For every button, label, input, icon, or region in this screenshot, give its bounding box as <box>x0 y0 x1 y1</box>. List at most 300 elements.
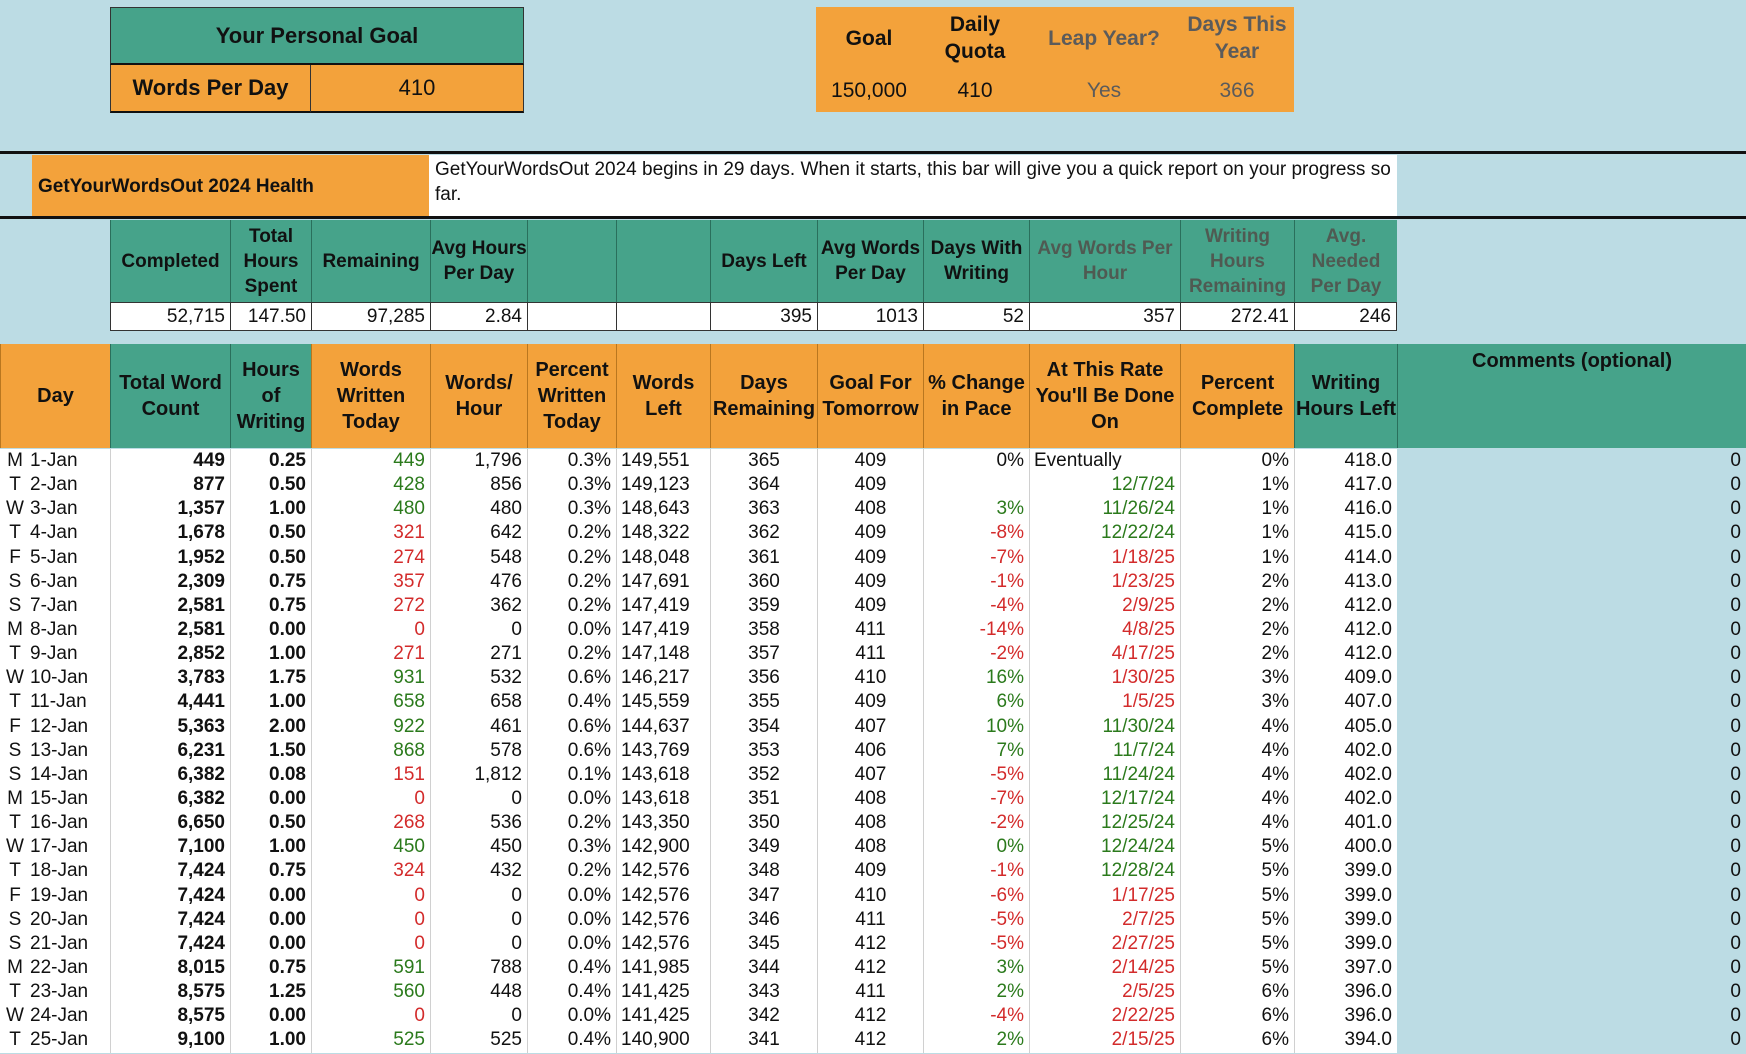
goal-tomorrow-cell: 407 <box>817 715 923 739</box>
words-left-cell: 142,576 <box>616 932 710 956</box>
words-per-hour-cell: 1,796 <box>430 449 527 473</box>
days-remaining-cell: 353 <box>710 739 817 763</box>
total-word-count-cell[interactable]: 4,441 <box>110 690 230 714</box>
column-header: Total Word Count <box>110 344 230 448</box>
goal-tomorrow-cell: 411 <box>817 642 923 666</box>
total-word-count-cell[interactable]: 7,424 <box>110 908 230 932</box>
done-on-cell: 12/22/24 <box>1029 521 1180 545</box>
hours-left-cell: 402.0 <box>1294 787 1397 811</box>
words-per-day-label: Words Per Day <box>110 65 310 113</box>
words-today-cell: 560 <box>311 980 430 1004</box>
stats-header-cell <box>527 220 616 302</box>
words-per-hour-cell: 0 <box>430 932 527 956</box>
days-remaining-cell: 346 <box>710 908 817 932</box>
date-cell: 11-Jan <box>30 691 87 713</box>
hours-cell[interactable]: 0.75 <box>230 594 311 618</box>
words-today-cell: 0 <box>311 618 430 642</box>
hours-cell[interactable]: 0.00 <box>230 908 311 932</box>
words-left-cell: 146,217 <box>616 666 710 690</box>
total-word-count-cell[interactable]: 8,575 <box>110 1004 230 1028</box>
words-today-cell: 151 <box>311 763 430 787</box>
done-on-cell: 2/7/25 <box>1029 908 1180 932</box>
stats-header-cell: Completed <box>110 220 230 302</box>
table-row <box>0 763 1746 787</box>
comment-cell[interactable]: 0 <box>1730 1005 1741 1027</box>
hours-cell[interactable]: 1.50 <box>230 739 311 763</box>
stats-header-cell <box>616 220 710 302</box>
days-remaining-cell: 362 <box>710 521 817 545</box>
hours-cell[interactable]: 0.75 <box>230 859 311 883</box>
percent-written-cell: 0.3% <box>527 497 616 521</box>
hours-cell[interactable]: 0.08 <box>230 763 311 787</box>
days-remaining-cell: 358 <box>710 618 817 642</box>
total-word-count-cell[interactable]: 1,357 <box>110 497 230 521</box>
weekday-cell: T <box>9 812 21 834</box>
hours-left-cell: 397.0 <box>1294 956 1397 980</box>
percent-written-cell: 0.6% <box>527 666 616 690</box>
hours-left-cell: 412.0 <box>1294 594 1397 618</box>
pace-change-cell: -14% <box>923 618 1029 642</box>
percent-written-cell: 0.0% <box>527 932 616 956</box>
goal-tomorrow-cell: 411 <box>817 908 923 932</box>
weekday-cell: M <box>7 450 23 472</box>
weekday-cell: S <box>8 594 22 616</box>
weekday-cell: M <box>7 957 23 979</box>
hours-cell[interactable]: 1.00 <box>230 642 311 666</box>
pace-change-cell: -1% <box>923 859 1029 883</box>
percent-complete-cell: 4% <box>1180 811 1294 835</box>
total-word-count-cell[interactable]: 2,581 <box>110 618 230 642</box>
words-left-cell: 149,123 <box>616 473 710 497</box>
weekday-cell: T <box>9 981 21 1003</box>
table-row <box>0 594 1746 618</box>
total-word-count-cell[interactable]: 877 <box>110 473 230 497</box>
total-word-count-cell[interactable]: 9,100 <box>110 1028 230 1052</box>
comment-cell[interactable]: 0 <box>1730 619 1741 641</box>
words-per-hour-cell: 1,812 <box>430 763 527 787</box>
table-row <box>0 449 1746 473</box>
goal-tomorrow-cell: 409 <box>817 594 923 618</box>
days-remaining-cell: 341 <box>710 1028 817 1052</box>
goal-tomorrow-cell: 409 <box>817 521 923 545</box>
done-on-cell: 12/7/24 <box>1029 473 1180 497</box>
total-word-count-cell[interactable]: 8,015 <box>110 956 230 980</box>
words-today-cell: 0 <box>311 884 430 908</box>
words-left-cell: 147,691 <box>616 570 710 594</box>
percent-written-cell: 0.2% <box>527 546 616 570</box>
words-today-cell: 480 <box>311 497 430 521</box>
words-per-hour-cell: 548 <box>430 546 527 570</box>
pace-change-cell: -5% <box>923 908 1029 932</box>
date-cell: 5-Jan <box>30 546 78 568</box>
table-row <box>0 908 1746 932</box>
comment-cell[interactable]: 0 <box>1730 981 1741 1003</box>
hours-left-cell: 399.0 <box>1294 859 1397 883</box>
hours-left-cell: 402.0 <box>1294 763 1397 787</box>
date-cell: 22-Jan <box>30 957 89 979</box>
stats-header-cell: Remaining <box>311 220 430 302</box>
percent-complete-cell: 2% <box>1180 642 1294 666</box>
hours-cell[interactable]: 1.75 <box>230 666 311 690</box>
words-left-cell: 141,425 <box>616 1004 710 1028</box>
total-word-count-cell[interactable]: 7,100 <box>110 835 230 859</box>
total-word-count-cell[interactable]: 449 <box>110 449 230 473</box>
percent-written-cell: 0.2% <box>527 811 616 835</box>
comment-cell[interactable]: 0 <box>1730 715 1741 737</box>
total-word-count-cell[interactable]: 3,783 <box>110 666 230 690</box>
comment-cell[interactable]: 0 <box>1730 667 1741 689</box>
percent-written-cell: 0.0% <box>527 1004 616 1028</box>
table-row <box>0 739 1746 763</box>
total-word-count-cell[interactable]: 8,575 <box>110 980 230 1004</box>
hours-left-cell: 400.0 <box>1294 835 1397 859</box>
done-on-cell: 4/8/25 <box>1029 618 1180 642</box>
daily-quota-value: 410 <box>922 69 1028 112</box>
comment-cell[interactable]: 0 <box>1730 570 1741 592</box>
total-word-count-cell[interactable]: 7,424 <box>110 859 230 883</box>
words-left-cell: 142,576 <box>616 908 710 932</box>
total-word-count-cell[interactable]: 6,231 <box>110 739 230 763</box>
hours-cell[interactable]: 0.00 <box>230 787 311 811</box>
total-word-count-cell[interactable]: 2,581 <box>110 594 230 618</box>
days-remaining-cell: 343 <box>710 980 817 1004</box>
words-left-cell: 142,900 <box>616 835 710 859</box>
percent-complete-cell: 1% <box>1180 497 1294 521</box>
comment-cell[interactable]: 0 <box>1730 763 1741 785</box>
percent-written-cell: 0.2% <box>527 642 616 666</box>
days-remaining-cell: 350 <box>710 811 817 835</box>
pace-change-cell: -2% <box>923 642 1029 666</box>
weekday-cell: T <box>9 860 21 882</box>
words-per-hour-cell: 432 <box>430 859 527 883</box>
done-on-cell: 2/14/25 <box>1029 956 1180 980</box>
stats-value-cell: 272.41 <box>1180 302 1294 331</box>
words-today-cell: 428 <box>311 473 430 497</box>
done-on-cell: 2/9/25 <box>1029 594 1180 618</box>
pace-change-cell: 3% <box>923 497 1029 521</box>
days-remaining-cell: 359 <box>710 594 817 618</box>
hours-cell[interactable]: 0.00 <box>230 884 311 908</box>
stats-value-cell: 246 <box>1294 302 1397 331</box>
days-remaining-cell: 365 <box>710 449 817 473</box>
weekday-cell: T <box>9 1029 21 1051</box>
words-today-cell: 357 <box>311 570 430 594</box>
words-per-hour-cell: 788 <box>430 956 527 980</box>
hours-cell[interactable]: 1.25 <box>230 980 311 1004</box>
health-message: GetYourWordsOut 2024 begins in 29 days. When it starts, this bar will give you a quick report on your progress so far. <box>429 155 1397 218</box>
hours-left-cell: 414.0 <box>1294 546 1397 570</box>
words-today-cell: 868 <box>311 739 430 763</box>
stats-header-cell: Avg Hours Per Day <box>430 220 527 302</box>
stats-header-cell: Avg Words Per Day <box>817 220 923 302</box>
date-cell: 2-Jan <box>30 474 78 496</box>
days-remaining-cell: 361 <box>710 546 817 570</box>
comment-cell[interactable]: 0 <box>1730 474 1741 496</box>
hours-cell[interactable]: 1.00 <box>230 497 311 521</box>
weekday-cell: W <box>6 1005 24 1027</box>
words-today-cell: 271 <box>311 642 430 666</box>
words-per-hour-cell: 578 <box>430 739 527 763</box>
comment-cell[interactable]: 0 <box>1730 450 1741 472</box>
goal-tomorrow-cell: 409 <box>817 449 923 473</box>
words-left-cell: 148,322 <box>616 521 710 545</box>
table-row <box>0 715 1746 739</box>
comment-cell[interactable]: 0 <box>1730 812 1741 834</box>
goal-tomorrow-cell: 406 <box>817 739 923 763</box>
goal-tomorrow-cell: 412 <box>817 932 923 956</box>
total-word-count-cell[interactable]: 2,852 <box>110 642 230 666</box>
percent-complete-cell: 2% <box>1180 594 1294 618</box>
pace-change-cell: -5% <box>923 932 1029 956</box>
hours-cell[interactable]: 0.50 <box>230 811 311 835</box>
done-on-cell: 12/28/24 <box>1029 859 1180 883</box>
weekday-cell: S <box>8 570 22 592</box>
percent-complete-cell: 1% <box>1180 521 1294 545</box>
stats-header-cell: Writing Hours Remaining <box>1180 220 1294 302</box>
percent-written-cell: 0.4% <box>527 690 616 714</box>
comment-cell[interactable]: 0 <box>1730 739 1741 761</box>
date-cell: 16-Jan <box>30 812 89 834</box>
hours-cell[interactable]: 1.00 <box>230 835 311 859</box>
hours-left-cell: 417.0 <box>1294 473 1397 497</box>
hours-left-cell: 402.0 <box>1294 739 1397 763</box>
comment-cell[interactable]: 0 <box>1730 594 1741 616</box>
words-per-hour-cell: 271 <box>430 642 527 666</box>
words-today-cell: 274 <box>311 546 430 570</box>
date-cell: 20-Jan <box>30 908 89 930</box>
words-per-hour-cell: 461 <box>430 715 527 739</box>
words-left-cell: 148,048 <box>616 546 710 570</box>
days-remaining-cell: 351 <box>710 787 817 811</box>
percent-written-cell: 0.0% <box>527 787 616 811</box>
stats-header-cell: Total Hours Spent <box>230 220 311 302</box>
words-per-hour-cell: 448 <box>430 980 527 1004</box>
pace-change-cell: -5% <box>923 763 1029 787</box>
done-on-cell: 2/22/25 <box>1029 1004 1180 1028</box>
stats-header-cell: Days Left <box>710 220 817 302</box>
hours-left-cell: 394.0 <box>1294 1028 1397 1052</box>
words-today-cell: 0 <box>311 908 430 932</box>
words-per-hour-cell: 658 <box>430 690 527 714</box>
percent-complete-cell: 5% <box>1180 908 1294 932</box>
stats-header-cell: Days With Writing <box>923 220 1029 302</box>
stats-value-cell: 97,285 <box>311 302 430 331</box>
total-word-count-cell[interactable]: 5,363 <box>110 715 230 739</box>
weekday-cell: S <box>8 908 22 930</box>
days-remaining-cell: 360 <box>710 570 817 594</box>
comment-cell[interactable]: 0 <box>1730 691 1741 713</box>
date-cell: 6-Jan <box>30 570 78 592</box>
goal-tomorrow-cell: 409 <box>817 473 923 497</box>
done-on-cell: 11/30/24 <box>1029 715 1180 739</box>
words-left-cell: 142,576 <box>616 884 710 908</box>
goal-tomorrow-cell: 409 <box>817 859 923 883</box>
percent-complete-cell: 5% <box>1180 884 1294 908</box>
comment-cell[interactable]: 0 <box>1730 836 1741 858</box>
words-per-hour-cell: 450 <box>430 835 527 859</box>
hours-cell[interactable]: 0.00 <box>230 932 311 956</box>
leap-year-value: Yes <box>1028 69 1180 112</box>
goal-tomorrow-cell: 408 <box>817 497 923 521</box>
pace-change-cell: -7% <box>923 546 1029 570</box>
percent-written-cell: 0.1% <box>527 763 616 787</box>
comment-cell[interactable]: 0 <box>1730 522 1741 544</box>
goal-tomorrow-cell: 411 <box>817 980 923 1004</box>
goal-tomorrow-cell: 408 <box>817 835 923 859</box>
days-remaining-cell: 363 <box>710 497 817 521</box>
hours-cell[interactable]: 1.00 <box>230 690 311 714</box>
column-header: Words Left <box>616 344 710 448</box>
done-on-cell: 11/24/24 <box>1029 763 1180 787</box>
done-on-cell: 11/26/24 <box>1029 497 1180 521</box>
daily-quota-header: Daily Quota <box>922 7 1028 69</box>
comment-cell[interactable]: 0 <box>1730 643 1741 665</box>
table-row <box>0 859 1746 883</box>
total-word-count-cell[interactable]: 6,382 <box>110 787 230 811</box>
words-left-cell: 143,618 <box>616 787 710 811</box>
weekday-cell: T <box>9 691 21 713</box>
comment-cell[interactable]: 0 <box>1730 908 1741 930</box>
days-remaining-cell: 348 <box>710 859 817 883</box>
column-header: Comments (optional) <box>1397 344 1746 448</box>
words-today-cell: 0 <box>311 1004 430 1028</box>
percent-written-cell: 0.0% <box>527 908 616 932</box>
table-row <box>0 473 1746 497</box>
date-cell: 8-Jan <box>30 619 78 641</box>
date-cell: 15-Jan <box>30 788 89 810</box>
hours-cell[interactable]: 0.50 <box>230 473 311 497</box>
words-per-hour-cell: 856 <box>430 473 527 497</box>
total-word-count-cell[interactable]: 7,424 <box>110 884 230 908</box>
hours-cell[interactable]: 1.00 <box>230 1028 311 1052</box>
percent-written-cell: 0.3% <box>527 835 616 859</box>
done-on-cell: 12/25/24 <box>1029 811 1180 835</box>
hours-cell[interactable]: 2.00 <box>230 715 311 739</box>
stats-value-cell <box>616 302 710 331</box>
comment-cell[interactable]: 0 <box>1730 788 1741 810</box>
percent-complete-cell: 3% <box>1180 690 1294 714</box>
total-word-count-cell[interactable]: 1,952 <box>110 546 230 570</box>
weekday-cell: M <box>7 619 23 641</box>
goal-tomorrow-cell: 409 <box>817 570 923 594</box>
hours-left-cell: 409.0 <box>1294 666 1397 690</box>
hours-cell[interactable]: 0.50 <box>230 546 311 570</box>
hours-cell[interactable]: 0.50 <box>230 521 311 545</box>
percent-complete-cell: 6% <box>1180 980 1294 1004</box>
hours-cell[interactable]: 0.00 <box>230 618 311 642</box>
stats-value-cell: 52 <box>923 302 1029 331</box>
words-per-hour-cell: 0 <box>430 884 527 908</box>
percent-complete-cell: 3% <box>1180 666 1294 690</box>
date-cell: 14-Jan <box>30 763 89 785</box>
table-row <box>0 666 1746 690</box>
percent-written-cell: 0.2% <box>527 859 616 883</box>
hours-cell[interactable]: 0.25 <box>230 449 311 473</box>
leap-year-header: Leap Year? <box>1028 7 1180 69</box>
days-remaining-cell: 355 <box>710 690 817 714</box>
words-per-hour-cell: 0 <box>430 1004 527 1028</box>
words-per-day-input[interactable]: 410 <box>310 65 524 113</box>
comment-cell[interactable]: 0 <box>1730 957 1741 979</box>
done-on-cell: 12/24/24 <box>1029 835 1180 859</box>
table-row <box>0 570 1746 594</box>
done-on-cell: 1/23/25 <box>1029 570 1180 594</box>
hours-cell[interactable]: 0.75 <box>230 956 311 980</box>
stats-value-cell: 147.50 <box>230 302 311 331</box>
hours-cell[interactable]: 0.00 <box>230 1004 311 1028</box>
comment-cell[interactable]: 0 <box>1730 932 1741 954</box>
percent-written-cell: 0.6% <box>527 715 616 739</box>
words-left-cell: 143,769 <box>616 739 710 763</box>
goal-tomorrow-cell: 409 <box>817 546 923 570</box>
stats-value-cell <box>527 302 616 331</box>
done-on-cell: 12/17/24 <box>1029 787 1180 811</box>
hours-left-cell: 401.0 <box>1294 811 1397 835</box>
words-left-cell: 141,985 <box>616 956 710 980</box>
total-word-count-cell[interactable]: 6,382 <box>110 763 230 787</box>
words-left-cell: 143,350 <box>616 811 710 835</box>
words-per-hour-cell: 362 <box>430 594 527 618</box>
total-word-count-cell[interactable]: 7,424 <box>110 932 230 956</box>
total-word-count-cell[interactable]: 1,678 <box>110 521 230 545</box>
hours-cell[interactable]: 0.75 <box>230 570 311 594</box>
words-left-cell: 143,618 <box>616 763 710 787</box>
comment-cell[interactable]: 0 <box>1730 546 1741 568</box>
date-cell: 9-Jan <box>30 643 78 665</box>
goal-tomorrow-cell: 411 <box>817 618 923 642</box>
table-row <box>0 980 1746 1004</box>
stats-value-cell: 2.84 <box>430 302 527 331</box>
pace-change-cell: 0% <box>923 449 1029 473</box>
comment-cell[interactable]: 0 <box>1730 884 1741 906</box>
words-left-cell: 140,900 <box>616 1028 710 1052</box>
words-per-hour-cell: 476 <box>430 570 527 594</box>
divider <box>0 216 1746 219</box>
goal-tomorrow-cell: 412 <box>817 1004 923 1028</box>
column-header: Percent Written Today <box>527 344 616 448</box>
weekday-cell: T <box>9 474 21 496</box>
hours-left-cell: 415.0 <box>1294 521 1397 545</box>
comment-cell[interactable]: 0 <box>1730 860 1741 882</box>
percent-complete-cell: 6% <box>1180 1028 1294 1052</box>
comment-cell[interactable]: 0 <box>1730 1029 1741 1051</box>
words-left-cell: 141,425 <box>616 980 710 1004</box>
date-cell: 25-Jan <box>30 1029 89 1051</box>
table-row <box>0 811 1746 835</box>
date-cell: 13-Jan <box>30 739 89 761</box>
words-today-cell: 658 <box>311 690 430 714</box>
words-today-cell: 324 <box>311 859 430 883</box>
personal-goal-title: Your Personal Goal <box>110 7 524 65</box>
words-today-cell: 449 <box>311 449 430 473</box>
comment-cell[interactable]: 0 <box>1730 498 1741 520</box>
weekday-cell: F <box>9 546 21 568</box>
hours-left-cell: 396.0 <box>1294 1004 1397 1028</box>
total-word-count-cell[interactable]: 2,309 <box>110 570 230 594</box>
words-per-hour-cell: 480 <box>430 497 527 521</box>
date-cell: 3-Jan <box>30 498 78 520</box>
days-remaining-cell: 352 <box>710 763 817 787</box>
column-header: Percent Complete <box>1180 344 1294 448</box>
percent-complete-cell: 4% <box>1180 715 1294 739</box>
done-on-cell: 2/15/25 <box>1029 1028 1180 1052</box>
total-word-count-cell[interactable]: 6,650 <box>110 811 230 835</box>
weekday-cell: M <box>7 788 23 810</box>
words-left-cell: 145,559 <box>616 690 710 714</box>
table-row <box>0 1028 1746 1052</box>
stats-value-cell: 52,715 <box>110 302 230 331</box>
weekday-cell: T <box>9 643 21 665</box>
